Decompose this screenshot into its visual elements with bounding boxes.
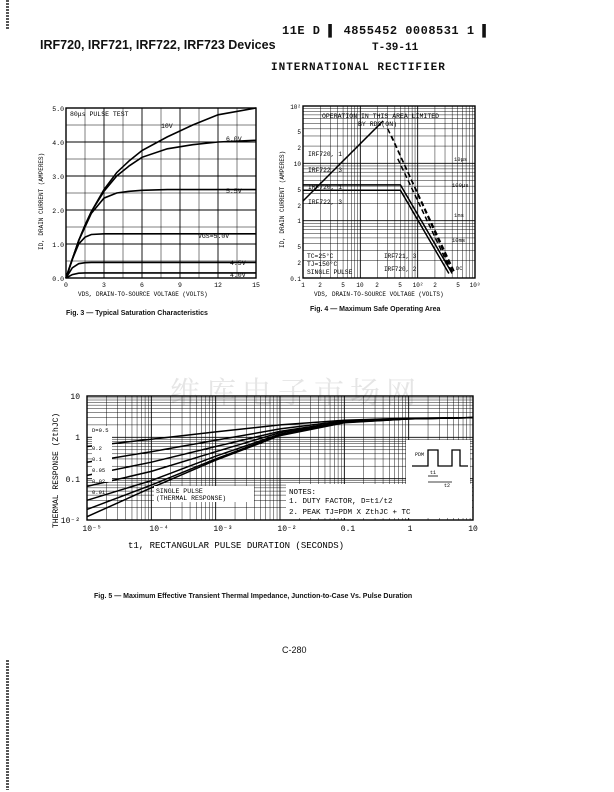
fig4-condition: TJ=150°C [307, 261, 338, 268]
fig5-ytick: 10 [70, 393, 80, 402]
fig3-ytick: 5.0 [52, 106, 64, 113]
fig4-ytick: 5 [297, 244, 301, 251]
fig4-time-label: 10μs [454, 156, 468, 163]
fig3-xtick: 0 [64, 282, 68, 289]
document-code: 11E D ▌ 4855452 0008531 1 ▌ [282, 24, 490, 38]
document-code-2: T-39-11 [372, 42, 419, 54]
fig5-chart [40, 388, 490, 560]
fig5-t1-label: t1 [430, 470, 437, 476]
fig3-curve-label: 4.0V [230, 272, 246, 279]
fig5-ytick: 10⁻² [60, 517, 80, 526]
fig4-ytick: 10 [293, 161, 301, 168]
fig5-xtick: 10⁻⁴ [149, 525, 169, 534]
fig3-ytick: 1.0 [52, 242, 64, 249]
page-number: C-280 [282, 645, 307, 655]
fig4-area-label: BY RDS(ON) [358, 121, 398, 128]
fig4-xtick: 1 [301, 282, 305, 289]
fig3-xlabel: VDS, DRAIN-TO-SOURCE VOLTAGE (VOLTS) [78, 291, 208, 298]
fig4-chart [272, 98, 488, 312]
fig4-xtick: 10 [356, 282, 364, 289]
fig4-ylabel: ID, DRAIN CURRENT (AMPERES) [279, 150, 286, 248]
fig4-device-label: IRF722, 3 [308, 167, 343, 174]
fig4-time-label: 10ms [452, 237, 466, 244]
fig4-xtick: 2 [318, 282, 322, 289]
fig4-ytick: 10² [290, 104, 301, 111]
fig4-xtick: 2 [375, 282, 379, 289]
fig4-time-label: 1ms [454, 212, 464, 219]
fig5-duty-label: 0.1 [92, 456, 102, 463]
fig4-condition: SINGLE PULSE [307, 269, 353, 276]
fig4-ytick: 2 [297, 260, 301, 267]
fig4-xtick: 5 [341, 282, 345, 289]
watermark: 维库电子市场网 [170, 376, 422, 411]
fig4-ytick: 2 [297, 145, 301, 152]
fig4-device-label: IRF720, 1 [308, 184, 343, 191]
fig5-notes: 2. PEAK TJ=PDM X ZthJC + TC [289, 509, 411, 517]
fig4-time-label: DC [456, 265, 463, 272]
fig4-ytick: 0.1 [290, 276, 301, 283]
scan-edge-mark [6, 0, 9, 30]
fig3-ytick: 3.0 [52, 174, 64, 181]
fig3-xtick: 12 [214, 282, 222, 289]
fig5-xlabel: t1, RECTANGULAR PULSE DURATION (SECONDS) [128, 541, 345, 551]
fig4-xtick: 2 [433, 282, 437, 289]
fig5-duty-label: 0.02 [92, 478, 106, 485]
fig5-ylabel: THERMAL RESPONSE (ZthJC) [52, 412, 61, 528]
fig3-ytick: 0.0 [52, 276, 64, 283]
fig3-curve-label: 10V [161, 123, 173, 130]
fig3-xtick: 6 [140, 282, 144, 289]
fig4-caption: Fig. 4 — Maximum Safe Operating Area [310, 306, 441, 313]
fig3-test-label: 80μs PULSE TEST [70, 111, 129, 118]
fig5-xtick: 10⁻³ [213, 525, 233, 534]
fig4-time-label: 100μs [452, 182, 469, 189]
fig4-low-label: IRF721, 3 [384, 253, 417, 260]
page-title: IRF720, IRF721, IRF722, IRF723 Devices [40, 38, 276, 52]
fig3-curve-label: 6.0V [226, 136, 242, 143]
fig5-xtick: 1 [407, 525, 413, 534]
fig3-curve-label: 5.5V [226, 188, 242, 195]
fig5-pdm-label: PDM [415, 452, 425, 458]
fig5-single-pulse: SINGLE PULSE [156, 488, 203, 495]
fig5-xtick: 0.1 [340, 525, 356, 534]
fig4-condition: TC=25°C [307, 253, 334, 260]
fig5-caption: Fig. 5 — Maximum Effective Transient Thermal Impedance, Junction-to-Case Vs. Pulse Duration [94, 593, 413, 600]
fig4-ytick: 5 [297, 187, 301, 194]
fig3-caption: Fig. 3 — Typical Saturation Characteristics [66, 310, 208, 317]
fig3-curve-label: VGS=5.0V [198, 233, 230, 240]
fig5-ytick: 1 [75, 434, 80, 443]
fig5-t2-label: t2 [444, 483, 451, 489]
fig3-xtick: 9 [178, 282, 182, 289]
fig3-curve-label: 4.5V [230, 260, 246, 267]
fig3-xtick: 3 [102, 282, 106, 289]
fig4-device-label: IRF722, 3 [308, 199, 343, 206]
fig3-chart [18, 100, 280, 310]
fig4-xlabel: VDS, DRAIN-TO-SOURCE VOLTAGE (VOLTS) [314, 291, 444, 298]
fig4-low-label: IRF720, 2 [384, 266, 417, 273]
fig5-ytick: 0.1 [65, 476, 80, 485]
manufacturer-name: INTERNATIONAL RECTIFIER [271, 62, 446, 74]
fig5-notes: 1. DUTY FACTOR, D=t1/t2 [289, 498, 393, 506]
fig3-xtick: 15 [252, 282, 260, 289]
fig5-duty-label: 0.01 [92, 489, 106, 496]
fig5-duty-label: D=0.5 [92, 427, 109, 434]
fig5-xtick: 10 [468, 525, 478, 534]
fig4-ytick: 1 [297, 218, 301, 225]
fig3-ylabel: ID, DRAIN CURRENT (AMPERES) [38, 152, 45, 250]
fig4-xtick: 5 [456, 282, 460, 289]
fig4-ytick: 2 [297, 203, 301, 210]
fig4-xtick: 5 [398, 282, 402, 289]
fig4-area-label: OPERATION IN THIS AREA LIMITED [322, 113, 440, 120]
fig3-ytick: 2.0 [52, 208, 64, 215]
fig4-device-label: IRF720, 1 [308, 151, 343, 158]
fig5-notes: NOTES: [289, 489, 317, 497]
fig3-ytick: 4.0 [52, 140, 64, 147]
fig4-xtick: 10² [412, 282, 424, 289]
fig4-xtick: 10³ [469, 282, 481, 289]
fig5-xtick: 10⁻² [277, 525, 297, 534]
fig5-duty-label: 0.05 [92, 467, 106, 474]
scan-edge-mark [6, 660, 9, 790]
fig5-duty-label: 0.2 [92, 445, 102, 452]
fig5-xtick: 10⁻⁵ [82, 525, 102, 534]
fig4-ytick: 5 [297, 129, 301, 136]
fig5-single-pulse: (THERMAL RESPONSE) [156, 495, 227, 502]
